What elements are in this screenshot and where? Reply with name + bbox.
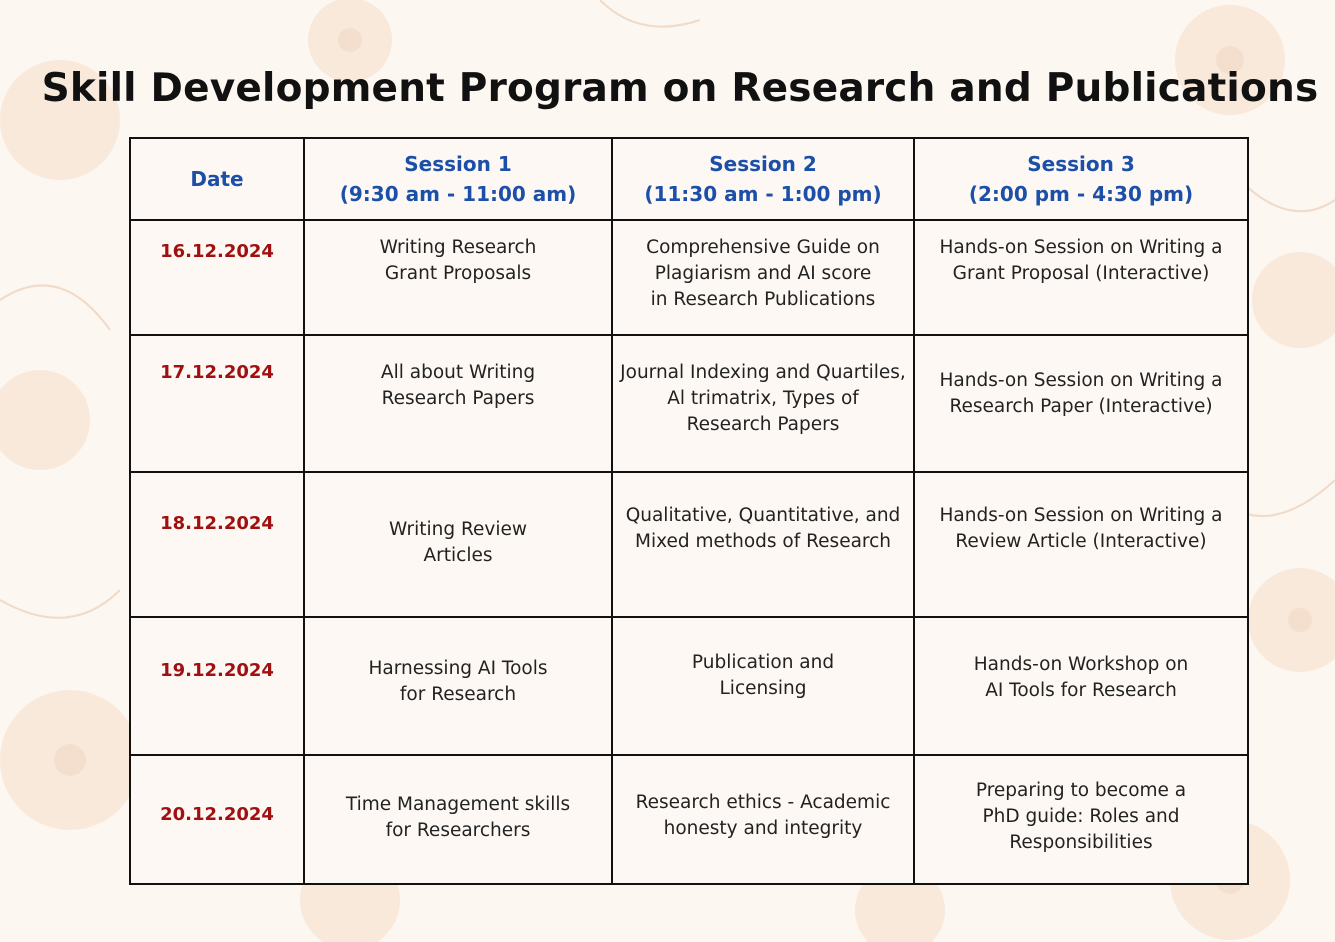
session-2-text: Publication and Licensing [691, 652, 835, 699]
date-cell: 20.12.2024 [130, 755, 304, 884]
header-session-2 [612, 138, 914, 220]
session-1-text: Writing Review Articles [389, 519, 527, 566]
session-3-cell [914, 335, 1248, 472]
schedule-table [129, 137, 1249, 885]
header-date-label: Date [190, 167, 244, 191]
session-3-text: Hands-on Session on Writing a Research Paper (Interactive) [939, 370, 1223, 417]
session-1-cell [304, 335, 612, 472]
page-title: Skill Development Program on Research and Publications [41, 66, 1319, 111]
date-cell: 19.12.2024 [130, 617, 304, 755]
header-session-3-time: (2:00 pm - 4:30 pm) [968, 182, 1194, 206]
session-2-text: Qualitative, Quantitative, and Mixed methods of Research [625, 505, 901, 552]
session-2-text: Journal Indexing and Quartiles, Al trimatrix, Types of Research Papers [620, 362, 906, 435]
header-session-1-name: Session 1 [404, 152, 512, 176]
header-session-2-time: (11:30 am - 1:00 pm) [644, 182, 882, 206]
session-2-cell [612, 755, 914, 884]
session-1-cell [304, 755, 612, 884]
session-1-cell [304, 220, 612, 335]
table-row [130, 755, 1248, 884]
session-1-text: All about Writing Research Papers [380, 362, 536, 409]
session-3-cell [914, 472, 1248, 617]
header-session-1-time: (9:30 am - 11:00 am) [339, 182, 577, 206]
header-session-2-name: Session 2 [709, 152, 817, 176]
header-session-1 [304, 138, 612, 220]
table-row [130, 220, 1248, 335]
session-3-text: Hands-on Session on Writing a Grant Proposal (Interactive) [939, 237, 1223, 284]
session-1-cell [304, 472, 612, 617]
table-row [130, 617, 1248, 755]
session-2-cell [612, 472, 914, 617]
table-row [130, 335, 1248, 472]
session-1-text: Harnessing AI Tools for Research [368, 658, 548, 705]
session-2-text: Comprehensive Guide on Plagiarism and AI score in Research Publications [646, 237, 880, 310]
date-cell: 18.12.2024 [130, 472, 304, 617]
session-3-cell [914, 617, 1248, 755]
header-session-3-name: Session 3 [1027, 152, 1135, 176]
header-date [130, 138, 304, 220]
session-3-text: Hands-on Session on Writing a Review Article (Interactive) [939, 505, 1223, 552]
date-cell: 17.12.2024 [130, 335, 304, 472]
date-cell: 16.12.2024 [130, 220, 304, 335]
session-2-cell [612, 335, 914, 472]
session-2-cell [612, 220, 914, 335]
session-1-cell [304, 617, 612, 755]
header-session-3 [914, 138, 1248, 220]
session-1-text: Time Management skills for Researchers [345, 794, 571, 841]
session-2-text: Research ethics - Academic honesty and integrity [635, 792, 891, 839]
session-3-text: Hands-on Workshop on AI Tools for Research [973, 654, 1189, 701]
table-header-row [130, 138, 1248, 220]
session-3-cell [914, 220, 1248, 335]
table-row [130, 472, 1248, 617]
session-2-cell [612, 617, 914, 755]
session-3-text: Preparing to become a PhD guide: Roles and Responsibilities [975, 780, 1187, 853]
session-3-cell [914, 755, 1248, 884]
session-1-text: Writing Research Grant Proposals [379, 237, 537, 284]
